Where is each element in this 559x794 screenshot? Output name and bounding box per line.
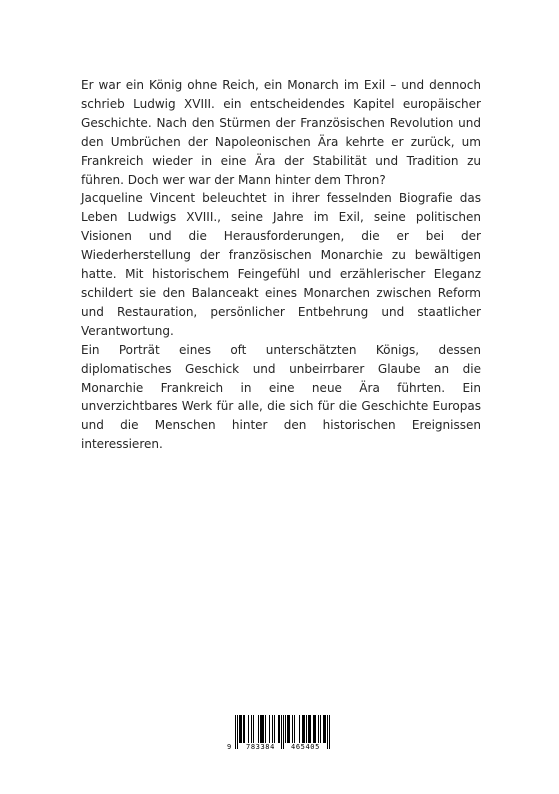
barcode-bar xyxy=(314,715,315,743)
barcode-bar xyxy=(253,715,254,743)
barcode-bar xyxy=(327,715,328,749)
barcode-bar xyxy=(261,715,262,743)
barcode-bar xyxy=(274,715,275,743)
barcode-bar xyxy=(281,715,282,749)
barcode-bar xyxy=(325,715,326,743)
barcode-bar xyxy=(329,715,330,749)
barcode-bar xyxy=(241,715,242,743)
barcode-bar xyxy=(235,715,236,749)
barcode-bar xyxy=(318,715,319,743)
barcode-left-digits: 783384 xyxy=(246,743,275,751)
barcode-bar xyxy=(251,715,252,743)
barcode-bar xyxy=(262,715,263,743)
barcode-bar xyxy=(306,715,307,743)
barcode-bar xyxy=(263,715,264,743)
barcode-bar xyxy=(269,715,270,743)
barcode-bar xyxy=(320,715,321,743)
barcode-bar xyxy=(315,715,316,743)
barcode-bar xyxy=(303,715,304,743)
barcode-bar xyxy=(299,715,300,743)
barcode-bar xyxy=(239,715,240,743)
barcode-bar xyxy=(258,715,259,743)
barcode-first-digit: 9 xyxy=(227,743,232,751)
barcode-bar xyxy=(309,715,310,743)
barcode-bar xyxy=(285,715,286,743)
barcode-bar xyxy=(288,715,289,743)
barcode-bar xyxy=(308,715,309,743)
barcode-bar xyxy=(313,715,314,743)
barcode-bar xyxy=(244,715,245,743)
barcode-bar xyxy=(265,715,266,743)
isbn-barcode xyxy=(227,713,333,753)
barcode-bar xyxy=(248,715,249,743)
barcode-bar xyxy=(294,715,295,743)
barcode-bar xyxy=(272,715,273,743)
barcode-bar xyxy=(279,715,280,743)
barcode-bar xyxy=(260,715,261,743)
back-cover-blurb xyxy=(81,76,481,454)
barcode-bar xyxy=(324,715,325,743)
barcode-bar xyxy=(243,715,244,743)
barcode-bar xyxy=(292,715,293,743)
blurb-paragraph-2: Jacqueline Vincent beleuchtet in ihrer fesselnden Biografie das Leben Ludwigs XVIII., seine Jahre im Exil, seine politischen Visionen und die Herausforderungen, die er bei der Wiederherstellung der französischen Monarchie zu bewältigen hatte. Mit historischem Feingefühl und erzählerischer Eleganz schildert sie den Balanceakt eines Monarchen zwischen Reform und Restauration, persönlicher Entbehrung und staatlicher Verantwortung. xyxy=(81,191,481,338)
blurb-paragraph-1: Er war ein König ohne Reich, ein Monarch im Exil – und dennoch schrieb Ludwig XVIII. ein entscheidendes Kapitel europäischer Geschichte. Nach den Stürmen der Französischen Revolution und den Umbrüchen der Napoleonischen Ära kehrte er zurück, um Frankreich wieder in eine Ära der Stabilität und Tradition zu führen. Doch wer war der Mann hinter dem Thron? xyxy=(81,78,481,187)
barcode-bar xyxy=(237,715,238,749)
barcode-bar xyxy=(310,715,311,743)
barcode-bar xyxy=(278,715,279,743)
barcode-right-digits: 465405 xyxy=(291,743,320,751)
barcode-bar xyxy=(323,715,324,743)
barcode-bar xyxy=(289,715,290,743)
barcode-bar xyxy=(240,715,241,743)
barcode-bar xyxy=(287,715,288,743)
barcode-bar xyxy=(302,715,303,743)
barcode-bar xyxy=(283,715,284,749)
barcode-bar xyxy=(304,715,305,743)
blurb-paragraph-3: Ein Porträt eines oft unterschätzten Königs, dessen diplomatisches Geschick und unbeirrbarer Glaube an die Monarchie Frankreich in eine neue Ära führten. Ein unverzichtbares Werk für alle, die sich für die Geschichte Europas und die Menschen hinter den historischen Ereignissen interessieren. xyxy=(81,342,481,452)
